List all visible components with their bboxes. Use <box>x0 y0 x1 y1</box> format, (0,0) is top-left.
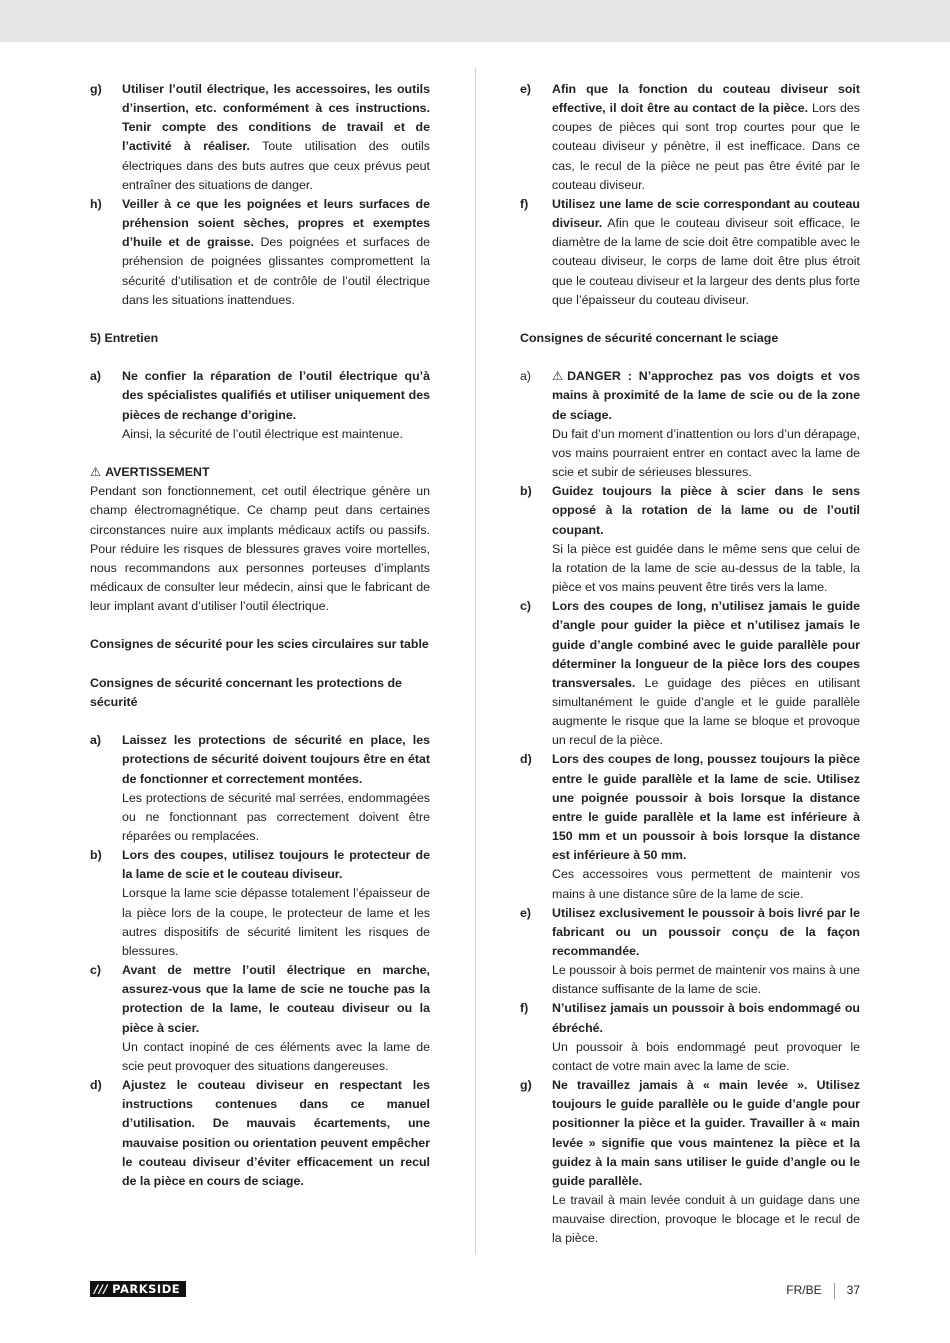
list-item <box>90 195 430 310</box>
list-item <box>90 846 430 961</box>
left-column <box>90 80 430 1191</box>
item-bold-text: Lors des coupes de long, n’utilisez jamais le guide d’angle pour guider la pièce et n’utilisez jamais le guide d’angle combiné avec le guide parallèle pour déterminer la longueur de la pièce lors des coupes transversales. <box>552 599 860 690</box>
item-text: Afin que le couteau diviseur soit efficace, le diamètre de la lame de scie doit être compatible avec le couteau diviseur, le corps de lame doit être plus étroit que le couteau diviseur et la largeur des dents plus forte que l’épaisseur du couteau diviseur. <box>552 216 860 307</box>
warning-triangle-icon: ⚠ <box>552 369 564 384</box>
warning-heading <box>90 463 430 482</box>
item-bold-text: Avant de mettre l’outil électrique en marche, assurez-vous que la lame de scie ne touche pas la protection de la lame, le couteau diviseur ou la pièce à scier. <box>122 963 430 1035</box>
list-item <box>520 999 860 1076</box>
item-bold-text <box>552 367 860 424</box>
item-label: g) <box>90 82 102 96</box>
item-label: d) <box>90 1078 102 1093</box>
list-item <box>520 80 860 195</box>
list-item <box>520 597 860 750</box>
item-text: Ainsi, la sécurité de l’outil électrique est maintenue. <box>122 426 404 441</box>
list-item <box>520 1076 860 1248</box>
item-text: Un contact inopiné de ces éléments avec la lame de scie peut provoquer des situations dangereuses. <box>122 1039 430 1073</box>
page-footer <box>90 1281 860 1301</box>
item-label: b) <box>520 484 532 499</box>
list-item <box>520 750 860 903</box>
item-bold-text: Veiller à ce que les poignées et leurs surfaces de préhension soient sèches, propres et exemptes d’huile et de graisse. <box>122 196 430 250</box>
item-bold-text: Ne travaillez jamais à « main levée ». Utilisez toujours le guide parallèle ou le guide d’angle pour positionner la pièce et la guider. Travailler à « main levée » signifie que vous maintenez la pièce et la guidez à la main sans utiliser le guide d’angle ou le guide parallèle. <box>552 1078 860 1188</box>
list-item <box>90 731 430 846</box>
logo-slashes-icon: /// <box>94 1282 109 1296</box>
top-bar <box>0 0 950 42</box>
item-bold-text: Afin que la fonction du couteau diviseur soit effective, il doit être au contact de la pièce. <box>552 82 860 116</box>
item-label: e) <box>520 82 532 96</box>
page-number: 37 <box>846 1283 860 1297</box>
item-bold-text: N’utilisez jamais un poussoir à bois endommagé ou ébréché. <box>552 1001 860 1035</box>
item-text: Le travail à main levée conduit à un guidage dans une mauvaise direction, provoque le blocage et le recul de la pièce. <box>552 1193 860 1246</box>
item-label: f) <box>520 196 529 211</box>
list-item <box>520 367 860 482</box>
item-bold-text: Guidez toujours la pièce à scier dans le sens opposé à la rotation de la lame ou de l’outil coupant. <box>552 484 860 537</box>
item-label: d) <box>520 752 532 767</box>
right-column <box>520 80 860 1249</box>
warning-heading-text: AVERTISSEMENT <box>105 465 210 480</box>
item-label: h) <box>90 196 102 211</box>
item-label: f) <box>520 1001 529 1016</box>
item-text: Le poussoir à bois permet de maintenir vos mains à une distance suffisante de la lame de scie. <box>552 963 860 997</box>
brand-name: PARKSIDE <box>112 1282 181 1296</box>
parkside-logo <box>90 1281 186 1297</box>
item-text: Lorsque la lame scie dépasse totalement l’épaisseur de la pièce lors de la coupe, le protecteur de lame et les autres dispositifs de sécurité limitent les risques de blessures. <box>122 886 430 958</box>
item-label: c) <box>520 599 532 614</box>
warning-text: Pendant son fonctionnement, cet outil électrique génère un champ électromagnétique. Ce champ peut dans certaines circonstances nuire aux implants médicaux actifs ou passifs. Pour réduire les risques de blessures graves voire mortelles, nous recommandons aux personnes porteuses d’implants médicaux de consulter leur médecin, ainsi que le fabricant de leur implant avant d’utiliser l’outil électrique. <box>90 484 430 614</box>
item-text: Un poussoir à bois endommagé peut provoquer le contact de votre main avec la lame de scie. <box>552 1039 860 1073</box>
item-bold-text: Ajustez le couteau diviseur en respectant les instructions contenues dans ce manuel d’utilisation. De mauvais écartements, une mauvaise position ou orientation peuvent empêcher le couteau diviseur d’éviter efficacement un recul de la pièce en cours de sciage. <box>122 1078 430 1188</box>
item-text: Du fait d’un moment d’inattention ou lors d’un dérapage, vos mains pourraient entrer en contact avec la lame de scie et subir de sérieuses blessures. <box>552 426 860 480</box>
footer-separator <box>834 1283 835 1299</box>
section-heading: 5) Entretien <box>90 331 159 346</box>
item-bold-text: Ne confier la réparation de l’outil électrique qu’à des spécialistes qualifiés et utiliser uniquement des pièces de rechange d’origine. <box>122 369 430 422</box>
list-item <box>90 80 430 195</box>
item-text: Le guidage des pièces en utilisant simultanément le guide d’angle et le guide parallèle augmente le risque que la lame se bloque et provoque un recul de la pièce. <box>552 675 860 748</box>
item-text: Des poignées et surfaces de préhension de poignées glissantes compromettent la sécurité d’utilisation et de contrôle de l’outil électrique dans les situations inattendues. <box>122 235 430 307</box>
item-label: a) <box>90 733 102 748</box>
danger-text: DANGER : N’approchez pas vos doigts et vos mains à proximité de la lame de scie ou de la zone de sciage. <box>552 369 860 422</box>
list-item <box>90 367 430 444</box>
section-heading: Consignes de sécurité pour les scies circulaires sur table <box>90 637 429 652</box>
item-label: c) <box>90 963 102 978</box>
item-text: Si la pièce est guidée dans le même sens que celui de la rotation de la lame de scie au-dessus de la table, la pièce et vos mains peuvent être tirés vers la lame. <box>552 541 860 595</box>
list-item <box>90 1076 430 1191</box>
section-heading: Consignes de sécurité concernant le sciage <box>520 331 779 346</box>
list-item <box>520 904 860 1000</box>
item-text: Les protections de sécurité mal serrées, endommagées ou ne fonctionnant pas correctement doivent être réparées ou remplacées. <box>122 790 430 843</box>
item-bold-text: Laissez les protections de sécurité en place, les protections de sécurité doivent toujours être en état de fonctionner et correctement montées. <box>122 733 430 786</box>
item-bold-text: Lors des coupes de long, poussez toujours la pièce entre le guide parallèle et la lame de scie. Utilisez une poignée poussoir à bois lorsque la distance entre le guide parallèle et la lame est inférieure à 150 mm et un poussoir à bois lorsque la distance est inférieure à 50 mm. <box>552 752 860 863</box>
list-item <box>520 195 860 310</box>
section-heading: Consignes de sécurité concernant les protections de sécurité <box>90 675 402 709</box>
item-text: Ces accessoires vous permettent de maintenir vos mains à une distance sûre de la lame de scie. <box>552 867 860 901</box>
item-label: a) <box>90 369 102 384</box>
column-divider <box>475 68 476 1254</box>
item-label: e) <box>520 905 532 920</box>
warning-triangle-icon: ⚠ <box>90 465 102 480</box>
item-bold-text: Utilisez exclusivement le poussoir à bois livré par le fabricant ou un poussoir conçu de la façon recommandée. <box>552 905 860 958</box>
item-label: g) <box>520 1078 532 1093</box>
item-bold-text: Utiliser l’outil électrique, les accessoires, les outils d’insertion, etc. conformément à ces instructions. Tenir compte des conditions de travail et de l’activité à réaliser. <box>122 82 430 154</box>
item-label: a) <box>520 369 532 384</box>
item-text: Lors des coupes de pièces qui sont trop courtes pour que le couteau diviseur y pénètre, il est inefficace. Dans ce cas, le recul de la pièce ne peut pas être évité par le couteau diviseur. <box>552 101 860 192</box>
list-item <box>90 961 430 1076</box>
region-code: FR/BE <box>786 1283 822 1297</box>
item-label: b) <box>90 848 102 863</box>
list-item <box>520 482 860 597</box>
item-text: Toute utilisation des outils électriques dans des buts autres que ceux prévus peut entraîner des situations de danger. <box>122 139 431 192</box>
item-bold-text: Utilisez une lame de scie correspondant au couteau diviseur. <box>552 196 860 231</box>
page-info <box>786 1281 860 1299</box>
item-bold-text: Lors des coupes, utilisez toujours le protecteur de la lame de scie et le couteau diviseur. <box>122 848 430 882</box>
